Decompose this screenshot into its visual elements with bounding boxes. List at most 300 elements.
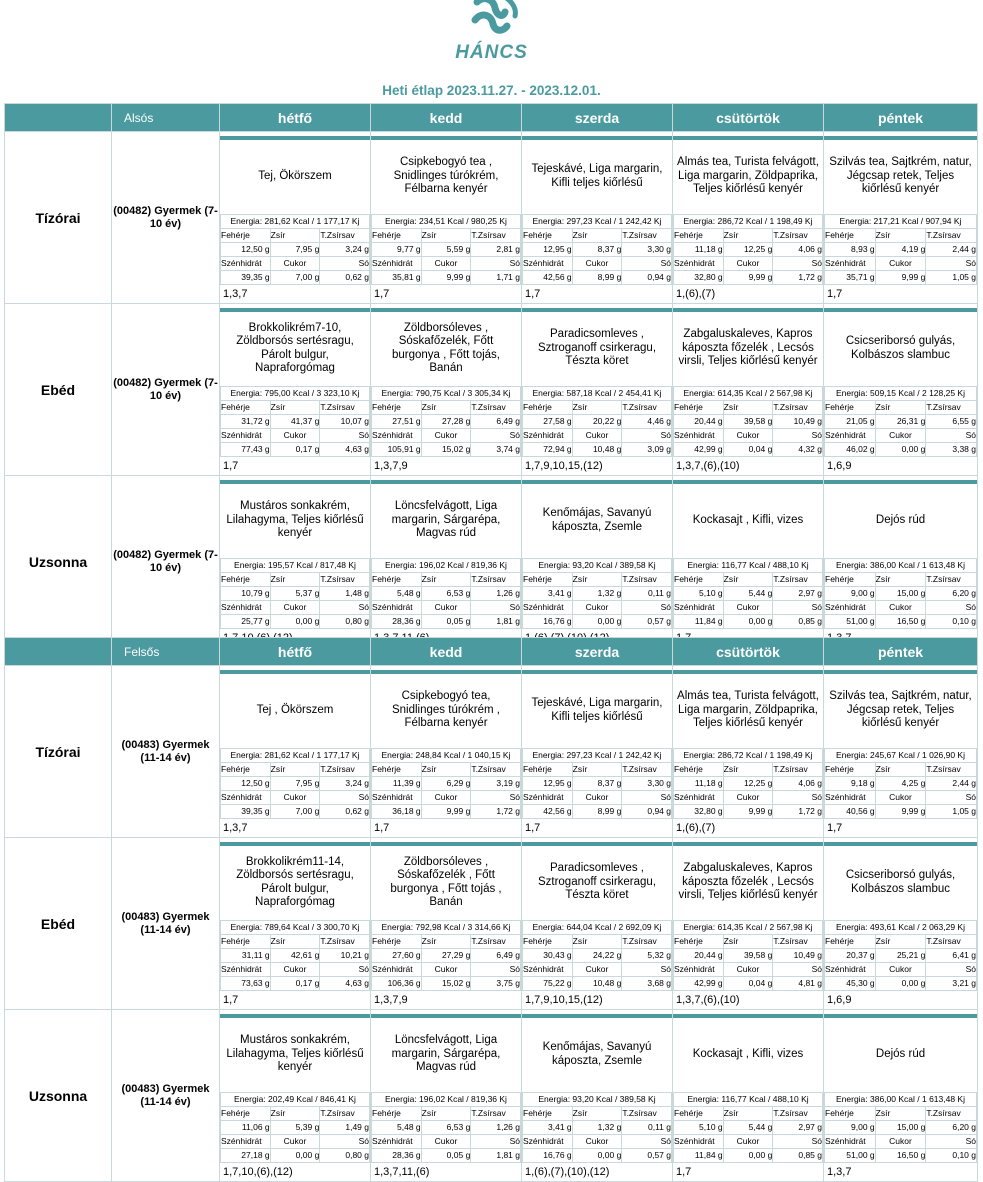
fat-label: Zsír [875, 400, 926, 414]
salt-label: Só [320, 256, 370, 270]
menu-cell [371, 132, 522, 304]
menu-cell [522, 132, 673, 304]
carb-value: 42,56 g [523, 804, 573, 818]
protein-label: Fehérje [221, 572, 271, 586]
fat-value: 15,00 g [875, 586, 926, 600]
energy-value: Energia: 116,77 Kcal / 488,10 Kj [674, 1092, 823, 1106]
carb-label: Szénhidrát [221, 1134, 271, 1148]
protein-value: 12,50 g [221, 776, 271, 790]
salt-value: 1,72 g [471, 804, 521, 818]
allergen-codes: 1,3,7,11,(6) [374, 1165, 430, 1178]
saturated-fat-label: T.Zsírsav [622, 934, 672, 948]
fat-label: Zsír [270, 228, 320, 242]
saturated-fat-value: 6,49 g [471, 414, 521, 428]
allergen-codes: 1,3,7,9 [374, 993, 408, 1006]
sugar-label: Cukor [270, 1134, 320, 1148]
carb-value: 32,80 g [674, 270, 724, 284]
protein-label: Fehérje [523, 762, 573, 776]
sugar-label: Cukor [421, 1134, 471, 1148]
saturated-fat-label: T.Zsírsav [622, 1106, 672, 1120]
allergen-codes: 1,(6),(7) [676, 287, 716, 300]
carb-value: 75,22 g [523, 976, 573, 990]
protein-value: 27,58 g [523, 414, 573, 428]
nutrition-table [220, 214, 370, 285]
carb-value: 51,00 g [825, 614, 876, 628]
sugar-label: Cukor [572, 256, 622, 270]
energy-value: Energia: 792,98 Kcal / 3 314,66 Kj [372, 920, 521, 934]
salt-value: 3,75 g [471, 976, 521, 990]
allergen-codes: 1,3,7,9 [374, 459, 408, 472]
sugar-value: 0,05 g [421, 614, 471, 628]
menu-table-1 [4, 637, 978, 1182]
age-group: (00482) Gyermek (7-10 év) [112, 132, 220, 304]
protein-value: 9,00 g [825, 1120, 876, 1134]
fat-label: Zsír [421, 572, 471, 586]
menu-cell [220, 476, 371, 648]
protein-value: 31,72 g [221, 414, 271, 428]
carb-value: 27,18 g [221, 1148, 271, 1162]
energy-value: Energia: 297,23 Kcal / 1 242,42 Kj [523, 748, 672, 762]
fat-label: Zsír [572, 1106, 622, 1120]
sugar-value: 8,99 g [572, 804, 622, 818]
energy-value: Energia: 587,18 Kcal / 2 454,41 Kj [523, 386, 672, 400]
food-items: Zöldborsóleves , Sóskafőzelék , Főtt burgonya , Főtt tojás , Banán [390, 855, 502, 908]
allergen-codes: 1,7,9,10,15,(12) [525, 993, 603, 1006]
sugar-value: 0,05 g [421, 1148, 471, 1162]
carb-label: Szénhidrát [825, 256, 876, 270]
protein-value: 11,06 g [221, 1120, 271, 1134]
saturated-fat-value: 4,46 g [622, 414, 672, 428]
saturated-fat-label: T.Zsírsav [471, 1106, 521, 1120]
protein-value: 20,44 g [674, 414, 724, 428]
fat-value: 4,25 g [875, 776, 926, 790]
energy-value: Energia: 790,75 Kcal / 3 305,34 Kj [372, 386, 521, 400]
menu-cell [673, 666, 824, 838]
nutrition-table [522, 920, 672, 991]
sugar-label: Cukor [270, 962, 320, 976]
nutrition-table [371, 558, 521, 629]
salt-value: 3,38 g [926, 442, 977, 456]
salt-label: Só [320, 600, 370, 614]
salt-value: 0,85 g [773, 614, 823, 628]
energy-value: Energia: 93,20 Kcal / 389,58 Kj [523, 558, 672, 572]
food-items: Szilvás tea, Sajtkrém, natur, Jégcsap retek, Teljes kiőrlésű kenyér [829, 690, 972, 730]
protein-value: 27,51 g [372, 414, 422, 428]
energy-value: Energia: 286,72 Kcal / 1 198,49 Kj [674, 214, 823, 228]
salt-value: 4,81 g [773, 976, 823, 990]
menu-cell [824, 132, 978, 304]
salt-value: 4,32 g [773, 442, 823, 456]
meal-row [5, 304, 978, 476]
nutrition-table [220, 1092, 370, 1163]
salt-label: Só [471, 256, 521, 270]
sugar-value: 8,99 g [572, 270, 622, 284]
salt-value: 1,72 g [773, 270, 823, 284]
fat-label: Zsír [723, 762, 773, 776]
saturated-fat-label: T.Zsírsav [926, 762, 977, 776]
menu-cell [522, 476, 673, 648]
food-items: Mustáros sonkakrém, Lilahagyma, Teljes kiőrlésű kenyér [226, 500, 364, 540]
fat-value: 42,61 g [270, 948, 320, 962]
sugar-value: 9,99 g [723, 804, 773, 818]
energy-value: Energia: 195,57 Kcal / 817,48 Kj [221, 558, 370, 572]
carb-label: Szénhidrát [825, 600, 876, 614]
saturated-fat-label: T.Zsírsav [622, 572, 672, 586]
salt-label: Só [471, 790, 521, 804]
saturated-fat-value: 2,97 g [773, 586, 823, 600]
saturated-fat-value: 4,06 g [773, 776, 823, 790]
sugar-value: 0,00 g [270, 614, 320, 628]
sugar-value: 0,00 g [875, 976, 926, 990]
protein-value: 20,44 g [674, 948, 724, 962]
protein-value: 3,41 g [523, 586, 573, 600]
salt-label: Só [773, 428, 823, 442]
food-items: Tejeskávé, Liga margarin, Kifli teljes kiőrlésű [531, 697, 663, 723]
protein-label: Fehérje [221, 934, 271, 948]
saturated-fat-label: T.Zsírsav [320, 228, 370, 242]
fat-label: Zsír [270, 762, 320, 776]
group-label: Felsős [112, 638, 220, 666]
energy-value: Energia: 116,77 Kcal / 488,10 Kj [674, 558, 823, 572]
allergen-codes: 1,7 [525, 287, 541, 300]
sugar-value: 7,00 g [270, 270, 320, 284]
salt-label: Só [926, 962, 977, 976]
energy-value: Energia: 281,62 Kcal / 1 177,17 Kj [221, 748, 370, 762]
fat-label: Zsír [723, 228, 773, 242]
fat-value: 20,22 g [572, 414, 622, 428]
food-items: Csipkebogyó tea , Snidlinges túrókrém, Félbarna kenyér [393, 156, 499, 196]
protein-value: 9,00 g [825, 586, 876, 600]
menu-cell [220, 666, 371, 838]
protein-value: 5,10 g [674, 586, 724, 600]
nutrition-table [522, 214, 672, 285]
protein-value: 8,93 g [825, 242, 876, 256]
nutrition-table [824, 214, 977, 285]
saturated-fat-value: 6,49 g [471, 948, 521, 962]
fat-label: Zsír [270, 572, 320, 586]
saturated-fat-label: T.Zsírsav [622, 762, 672, 776]
saturated-fat-value: 2,81 g [471, 242, 521, 256]
fat-label: Zsír [875, 572, 926, 586]
nutrition-table [673, 558, 823, 629]
protein-value: 5,10 g [674, 1120, 724, 1134]
fat-label: Zsír [421, 1106, 471, 1120]
carb-value: 36,18 g [372, 804, 422, 818]
food-items: Zabgaluskaleves, Kapros káposzta főzelék , Lecsós virsli, Teljes kiőrlésű kenyér [678, 862, 818, 902]
protein-label: Fehérje [221, 762, 271, 776]
salt-label: Só [471, 600, 521, 614]
saturated-fat-value: 3,19 g [471, 776, 521, 790]
energy-value: Energia: 297,23 Kcal / 1 242,42 Kj [523, 214, 672, 228]
sugar-label: Cukor [723, 600, 773, 614]
carb-value: 105,91 g [372, 442, 422, 456]
salt-label: Só [773, 1134, 823, 1148]
salt-value: 0,62 g [320, 270, 370, 284]
allergen-codes: 1,7 [676, 1165, 692, 1178]
salt-label: Só [622, 1134, 672, 1148]
sugar-value: 0,00 g [572, 1148, 622, 1162]
protein-label: Fehérje [221, 228, 271, 242]
meal-row [5, 1010, 978, 1182]
salt-label: Só [773, 962, 823, 976]
salt-label: Só [471, 1134, 521, 1148]
salt-value: 0,94 g [622, 270, 672, 284]
menu-cell [673, 838, 824, 1010]
carb-value: 42,56 g [523, 270, 573, 284]
menu-cell [824, 304, 978, 476]
fat-value: 4,19 g [875, 242, 926, 256]
fat-label: Zsír [270, 934, 320, 948]
energy-value: Energia: 493,61 Kcal / 2 063,29 Kj [825, 920, 977, 934]
carb-label: Szénhidrát [372, 790, 422, 804]
saturated-fat-value: 0,11 g [622, 1120, 672, 1134]
carb-label: Szénhidrát [372, 962, 422, 976]
saturated-fat-value: 3,30 g [622, 776, 672, 790]
protein-value: 12,95 g [523, 776, 573, 790]
nutrition-table [673, 920, 823, 991]
allergen-codes: 1,6,9 [827, 459, 852, 472]
salt-label: Só [320, 428, 370, 442]
menu-cell [673, 132, 824, 304]
carb-label: Szénhidrát [825, 962, 876, 976]
menu-cell [371, 1010, 522, 1182]
protein-value: 31,11 g [221, 948, 271, 962]
energy-value: Energia: 196,02 Kcal / 819,36 Kj [372, 558, 521, 572]
food-items: Kenőmájas, Savanyú káposzta, Zsemle [542, 1041, 652, 1067]
salt-value: 0,94 g [622, 804, 672, 818]
carb-label: Szénhidrát [825, 1134, 876, 1148]
salt-label: Só [471, 962, 521, 976]
fat-label: Zsír [875, 934, 926, 948]
carb-label: Szénhidrát [372, 1134, 422, 1148]
saturated-fat-label: T.Zsírsav [320, 400, 370, 414]
sugar-label: Cukor [421, 790, 471, 804]
allergen-codes: 1,6,9 [827, 993, 852, 1006]
saturated-fat-value: 6,20 g [926, 586, 977, 600]
group-label: Alsós [112, 104, 220, 132]
fat-label: Zsír [421, 762, 471, 776]
energy-value: Energia: 196,02 Kcal / 819,36 Kj [372, 1092, 521, 1106]
protein-value: 10,79 g [221, 586, 271, 600]
carb-label: Szénhidrát [523, 428, 573, 442]
salt-value: 0,80 g [320, 614, 370, 628]
allergen-codes: 1,7 [223, 993, 239, 1006]
menu-cell [522, 666, 673, 838]
fat-value: 25,21 g [875, 948, 926, 962]
saturated-fat-value: 10,21 g [320, 948, 370, 962]
allergen-codes: 1,7 [525, 821, 541, 834]
energy-value: Energia: 644,04 Kcal / 2 692,09 Kj [523, 920, 672, 934]
food-items: Szilvás tea, Sajtkrém, natur, Jégcsap retek, Teljes kiőrlésű kenyér [829, 156, 972, 196]
fat-value: 27,29 g [421, 948, 471, 962]
allergen-codes: 1,3,7 [223, 287, 248, 300]
sugar-value: 0,17 g [270, 442, 320, 456]
sugar-label: Cukor [270, 600, 320, 614]
menu-cell [371, 666, 522, 838]
sugar-label: Cukor [875, 1134, 926, 1148]
saturated-fat-label: T.Zsírsav [773, 1106, 823, 1120]
energy-value: Energia: 614,35 Kcal / 2 567,98 Kj [674, 386, 823, 400]
saturated-fat-value: 1,49 g [320, 1120, 370, 1134]
nutrition-table [673, 386, 823, 457]
allergen-codes: 1,3,7,(6),(10) [676, 459, 740, 472]
sugar-label: Cukor [572, 1134, 622, 1148]
day-header: kedd [371, 638, 522, 666]
day-header: szerda [522, 104, 673, 132]
carb-value: 11,84 g [674, 1148, 724, 1162]
sugar-value: 15,02 g [421, 442, 471, 456]
carb-value: 45,30 g [825, 976, 876, 990]
sugar-label: Cukor [572, 600, 622, 614]
protein-value: 5,48 g [372, 586, 422, 600]
day-header: csütörtök [673, 638, 824, 666]
salt-label: Só [773, 256, 823, 270]
allergen-codes: 1,3,7 [827, 1165, 852, 1178]
header-corner [5, 638, 112, 666]
saturated-fat-value: 5,32 g [622, 948, 672, 962]
nutrition-table [220, 558, 370, 629]
fat-label: Zsír [723, 1106, 773, 1120]
sugar-label: Cukor [572, 428, 622, 442]
saturated-fat-label: T.Zsírsav [773, 572, 823, 586]
header-corner [5, 104, 112, 132]
menu-cell [673, 1010, 824, 1182]
age-group: (00483) Gyermek (11-14 év) [112, 838, 220, 1010]
salt-label: Só [926, 1134, 977, 1148]
saturated-fat-value: 2,44 g [926, 242, 977, 256]
carb-label: Szénhidrát [372, 256, 422, 270]
saturated-fat-value: 6,20 g [926, 1120, 977, 1134]
salt-label: Só [773, 600, 823, 614]
carb-label: Szénhidrát [372, 600, 422, 614]
fat-label: Zsír [572, 228, 622, 242]
fat-label: Zsír [723, 400, 773, 414]
sugar-label: Cukor [875, 962, 926, 976]
saturated-fat-label: T.Zsírsav [471, 934, 521, 948]
menu-cell [824, 666, 978, 838]
carb-label: Szénhidrát [674, 962, 724, 976]
sugar-label: Cukor [421, 962, 471, 976]
carb-label: Szénhidrát [221, 428, 271, 442]
protein-label: Fehérje [674, 1106, 724, 1120]
age-group: (00482) Gyermek (7-10 év) [112, 476, 220, 648]
protein-label: Fehérje [825, 1106, 876, 1120]
saturated-fat-value: 3,24 g [320, 242, 370, 256]
meal-row [5, 476, 978, 648]
food-items: Löncsfelvágott, Liga margarin, Sárgarépa, Magvas rúd [391, 1034, 501, 1074]
salt-value: 0,62 g [320, 804, 370, 818]
fat-label: Zsír [875, 1106, 926, 1120]
saturated-fat-value: 10,49 g [773, 414, 823, 428]
nutrition-table [220, 748, 370, 819]
carb-label: Szénhidrát [221, 790, 271, 804]
protein-label: Fehérje [523, 228, 573, 242]
fat-value: 12,25 g [723, 242, 773, 256]
menu-cell [824, 476, 978, 648]
fat-label: Zsír [572, 934, 622, 948]
meal-name: Ebéd [5, 304, 112, 476]
protein-value: 11,18 g [674, 242, 724, 256]
allergen-codes: 1,(6),(7) [676, 821, 716, 834]
fat-value: 27,28 g [421, 414, 471, 428]
saturated-fat-label: T.Zsírsav [471, 400, 521, 414]
age-group: (00482) Gyermek (7-10 év) [112, 304, 220, 476]
protein-value: 9,18 g [825, 776, 876, 790]
carb-value: 16,76 g [523, 1148, 573, 1162]
carb-value: 106,36 g [372, 976, 422, 990]
salt-value: 3,21 g [926, 976, 977, 990]
sugar-label: Cukor [723, 428, 773, 442]
salt-label: Só [622, 428, 672, 442]
fat-value: 6,53 g [421, 1120, 471, 1134]
saturated-fat-label: T.Zsírsav [622, 400, 672, 414]
saturated-fat-value: 1,26 g [471, 1120, 521, 1134]
nutrition-table [824, 920, 977, 991]
sugar-value: 7,00 g [270, 804, 320, 818]
sugar-label: Cukor [723, 256, 773, 270]
salt-label: Só [622, 256, 672, 270]
salt-label: Só [773, 790, 823, 804]
protein-label: Fehérje [523, 572, 573, 586]
food-items: Tej, Ökörszem [258, 169, 332, 182]
energy-value: Energia: 789,64 Kcal / 3 300,70 Kj [221, 920, 370, 934]
energy-value: Energia: 245,67 Kcal / 1 026,90 Kj [825, 748, 977, 762]
salt-label: Só [622, 600, 672, 614]
allergen-codes: 1,3,7,(6),(10) [676, 993, 740, 1006]
food-items: Csipkebogyó tea, Snidlinges túrókrém , Félbarna kenyér [391, 690, 501, 730]
food-items: Csicseriborsó gulyás, Kolbászos slambuc [845, 335, 956, 361]
protein-label: Fehérje [674, 400, 724, 414]
sugar-value: 0,00 g [875, 442, 926, 456]
fat-value: 5,44 g [723, 586, 773, 600]
protein-label: Fehérje [674, 228, 724, 242]
salt-value: 4,63 g [320, 976, 370, 990]
food-items: Kockasajt , Kifli, vizes [692, 513, 804, 526]
sugar-label: Cukor [875, 790, 926, 804]
fat-label: Zsír [421, 934, 471, 948]
saturated-fat-label: T.Zsírsav [471, 572, 521, 586]
energy-value: Energia: 217,21 Kcal / 907,94 Kj [825, 214, 977, 228]
sugar-label: Cukor [270, 428, 320, 442]
meal-row [5, 132, 978, 304]
fat-label: Zsír [875, 228, 926, 242]
carb-label: Szénhidrát [523, 256, 573, 270]
nutrition-table [522, 558, 672, 629]
fat-value: 7,95 g [270, 776, 320, 790]
saturated-fat-label: T.Zsírsav [926, 934, 977, 948]
age-group: (00483) Gyermek (11-14 év) [112, 666, 220, 838]
nutrition-table [824, 558, 977, 629]
fat-label: Zsír [723, 934, 773, 948]
fat-value: 6,53 g [421, 586, 471, 600]
carb-value: 28,36 g [372, 614, 422, 628]
salt-label: Só [471, 428, 521, 442]
carb-value: 73,63 g [221, 976, 271, 990]
salt-label: Só [926, 790, 977, 804]
nutrition-table [522, 748, 672, 819]
menu-cell [522, 304, 673, 476]
page-title: Heti étlap 2023.11.27. - 2023.12.01. [382, 83, 601, 98]
day-header: csütörtök [673, 104, 824, 132]
protein-value: 21,05 g [825, 414, 876, 428]
energy-value: Energia: 614,35 Kcal / 2 567,98 Kj [674, 920, 823, 934]
protein-label: Fehérje [372, 1106, 422, 1120]
carb-value: 39,35 g [221, 270, 271, 284]
saturated-fat-value: 1,48 g [320, 586, 370, 600]
protein-label: Fehérje [372, 762, 422, 776]
fat-value: 8,37 g [572, 242, 622, 256]
energy-value: Energia: 795,00 Kcal / 3 323,10 Kj [221, 386, 370, 400]
